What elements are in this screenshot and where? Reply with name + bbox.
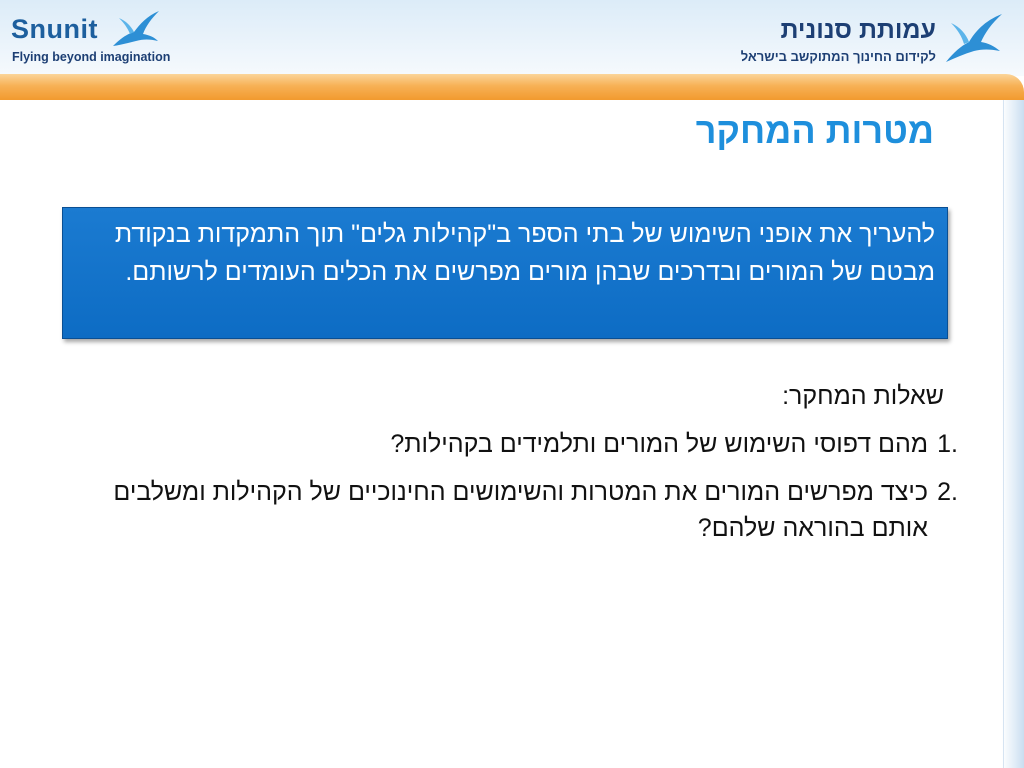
snunit-logo-left [11, 6, 201, 68]
questions-heading: שאלות המחקר: [782, 382, 944, 410]
research-questions [100, 378, 958, 558]
snunit-logo-right [706, 6, 1006, 68]
question-item [100, 426, 958, 462]
logo-right-name: עמותת סנונית [780, 16, 936, 44]
goal-box: להעריך את אופני השימוש של בתי הספר ב"קהילות גלים" תוך התמקדות בנקודת מבטם של המורים ובדרכים שבהן מורים מפרשים את הכלים העומדים לרשותם. [62, 207, 948, 339]
question-text: מהם דפוסי השימוש של המורים ותלמידים בקהילות? [390, 430, 928, 458]
logo-left-tagline: Flying beyond imagination [12, 50, 171, 64]
logo-right-tagline: לקידום החינוך המתוקשב בישראל [740, 49, 936, 64]
slide-title: מטרות המחקר [695, 110, 934, 151]
bird-icon [107, 8, 163, 54]
question-number: 2. [937, 478, 958, 506]
right-edge-decoration [1002, 100, 1024, 768]
question-text: כיצד מפרשים המורים את המטרות והשימושים החינוכיים של הקהילות ומשלבים אותם בהוראה שלהם? [113, 478, 928, 542]
question-item [100, 474, 958, 546]
header-orange-bar [0, 74, 1024, 100]
question-number: 1. [937, 430, 958, 458]
bird-icon [942, 10, 1006, 66]
right-edge-line [1003, 100, 1004, 768]
logo-left-name: Snunit [11, 14, 98, 44]
